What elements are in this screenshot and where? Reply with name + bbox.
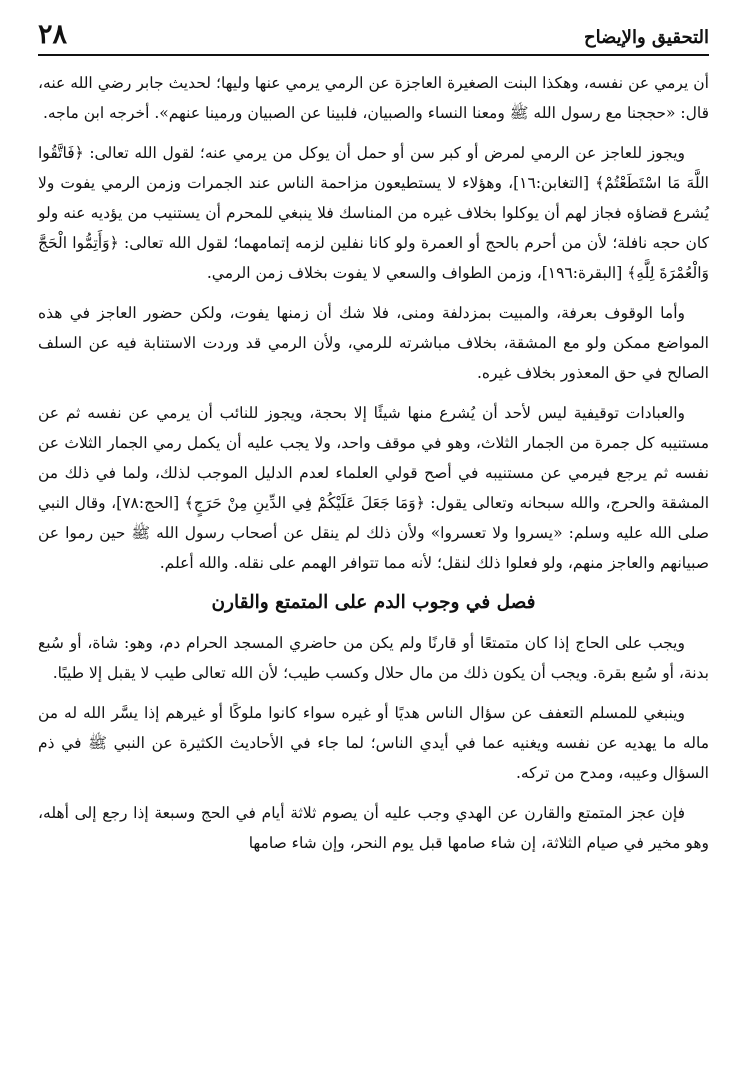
body-text xyxy=(38,68,709,858)
paragraph: فإن عجز المتمتع والقارن عن الهدي وجب عليه أن يصوم ثلاثة أيام في الحج وسبعة إذا رجع إلى أهله، وهو مخير في صيام الثلاثة، إن شاء صامها قبل يوم النحر، وإن شاء صامها xyxy=(38,804,709,852)
page-header xyxy=(38,16,709,50)
page-number: ٢٨ xyxy=(38,19,68,50)
section-heading: فصل في وجوب الدم على المتمتع والقارن xyxy=(211,592,536,613)
paragraph: وينبغي للمسلم التعفف عن سؤال الناس هديًا أو غيره سواء كانوا ملوكًا أو غيرهم إذا يسَّر الله له من ماله ما يهديه عن نفسه ويغنيه عما في أيدي الناس؛ لما جاء في الأحاديث الكثيرة عن النبي ﷺ في ذم السؤال وعيبه، ومدح من تركه. xyxy=(38,704,709,782)
paragraph: ويجوز للعاجز عن الرمي لمرض أو كبر سن أو حمل أن يوكل من يرمي عنه؛ لقول الله تعالى: ﴿فَاتَّقُوا اللَّهَ مَا اسْتَطَعْتُمْ﴾ [التغابن:١٦]، وهؤلاء لا يستطيعون مزاحمة الناس عند الجمرات وزمن الرمي يفوت ولا يُشرع قضاؤه فجاز لهم أن يوكلوا بخلاف غيره من المناسك فلا ينبغي للمحرم أن يستنيب من يؤديه عنه ولو كان حجه نافلة؛ لأن من أحرم بالحج أو العمرة ولو كانا نفلين لزمه إتمامهما؛ لقول الله تعالى: ﴿وَأَتِمُّوا الْحَجَّ وَالْعُمْرَةَ لِلَّهِ﴾ [البقرة:١٩٦]، وزمن الطواف والسعي لا يفوت بخلاف زمن الرمي. xyxy=(38,144,709,282)
header-rule xyxy=(38,54,709,56)
paragraph: وأما الوقوف بعرفة، والمبيت بمزدلفة ومنى، فلا شك أن زمنها يفوت، ولكن حضور العاجز في هذه المواضع ممكن ولو مع المشقة، بخلاف مباشرته للرمي، ولأن الرمي قد وردت الاستنابة فيه عن السلف الصالح في حق المعذور بخلاف غيره. xyxy=(38,304,709,382)
running-title: التحقيق والإيضاح xyxy=(583,27,709,48)
paragraph: والعبادات توقيفية ليس لأحد أن يُشرع منها شيئًا إلا بحجة، ويجوز للنائب أن يرمي عن نفسه ثم عن مستنيبه كل جمرة من الجمار الثلاث، وهو في موقف واحد، ولا يجب عليه أن يكمل رمي الجمار الثلاث عن نفسه ثم يرجع فيرمي عن مستنيبه في أصح قولي العلماء لعدم الدليل الموجب لذلك، ولما في ذلك من المشقة والحرج، والله سبحانه وتعالى يقول: ﴿وَمَا جَعَلَ عَلَيْكُمْ فِي الدِّينِ مِنْ حَرَجٍ﴾ [الحج:٧٨]، وقال النبي صلى الله عليه وسلم: «يسروا ولا تعسروا» ولأن ذلك لم ينقل عن أصحاب رسول الله ﷺ حين رموا عن صبيانهم والعاجز منهم، ولو فعلوا ذلك لنقل؛ لأنه مما تتوافر الهمم على نقله. والله أعلم. xyxy=(38,404,709,572)
paragraph: ويجب على الحاج إذا كان متمتعًا أو قارنًا ولم يكن من حاضري المسجد الحرام دم، وهو: شاة، أو سُبع بدنة، أو سُبع بقرة. ويجب أن يكون ذلك من مال حلال وكسب طيب؛ لأن الله تعالى طيب لا يقبل إلا طيبًا. xyxy=(38,634,709,682)
paragraph: أن يرمي عن نفسه، وهكذا البنت الصغيرة العاجزة عن الرمي يرمي عنها وليها؛ لحديث جابر رضي الله عنه، قال: «حججنا مع رسول الله ﷺ ومعنا النساء والصبيان، فلبينا عن الصبيان ورمينا عنهم». أخرجه ابن ماجه. xyxy=(38,74,709,122)
